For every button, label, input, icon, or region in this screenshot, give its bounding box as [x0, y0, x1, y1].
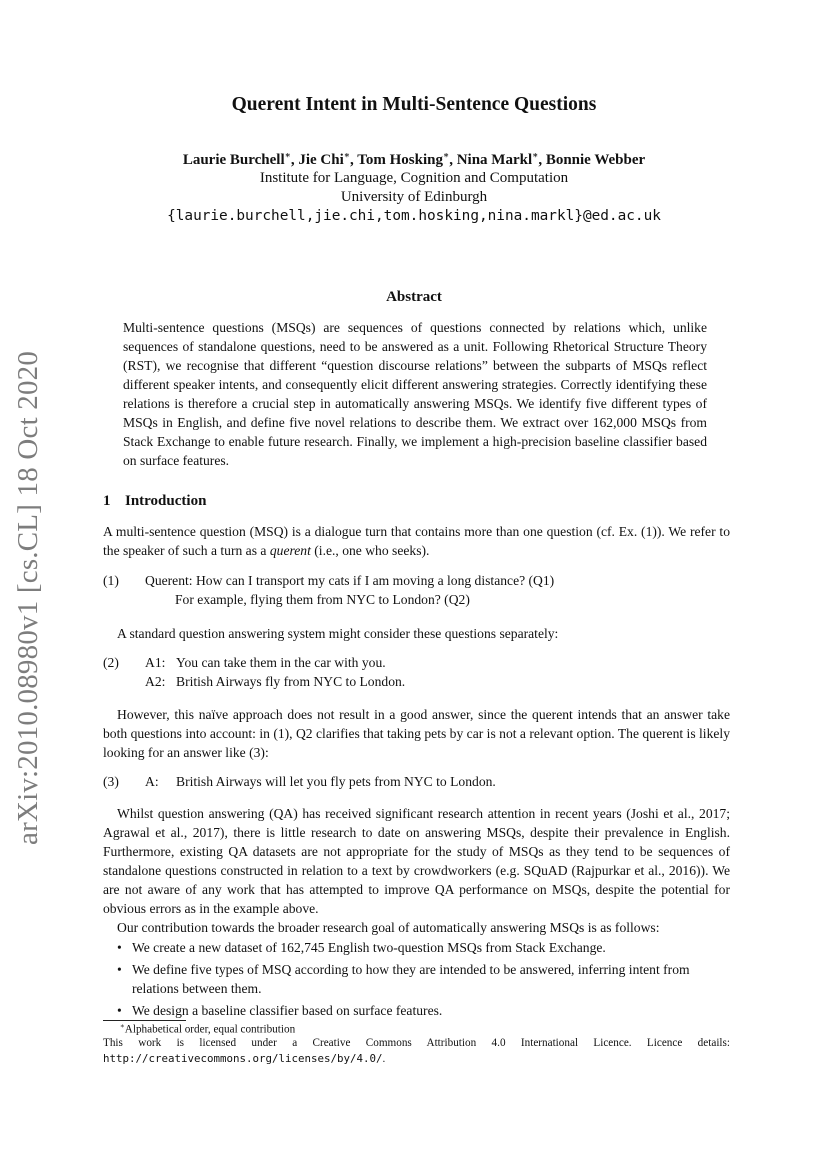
- author-mark: ∗: [284, 150, 291, 160]
- author-name: Laurie Burchell: [182, 152, 285, 168]
- footnote-equal-contribution: [120, 1022, 295, 1036]
- example-number: (3): [103, 774, 119, 789]
- licence-footnote: [103, 1036, 730, 1067]
- answer-label: A2:: [145, 674, 166, 689]
- intro-text: A multi-sentence question (MSQ) is a dialogue turn that contains more than one question (cf. Ex. (1)). We refer to the speaker of such a turn as a: [103, 524, 730, 558]
- example-line: Querent: How can I transport my cats if I am moving a long distance? (Q1): [145, 573, 555, 588]
- author-mark: ∗: [442, 150, 450, 160]
- list-item-text: We design a baseline classifier based on surface features.: [132, 1003, 443, 1018]
- list-item: [117, 1001, 730, 1020]
- section-number: 1: [103, 493, 111, 509]
- author-mark: ∗: [532, 150, 539, 160]
- answer-text: British Airways fly from NYC to London.: [176, 674, 406, 689]
- example-line: For example, flying them from NYC to London? (Q2): [175, 592, 470, 607]
- author-emails: {laurie.burchell,jie.chi,tom.hosking,nina.markl}@ed.ac.uk: [167, 208, 661, 224]
- arxiv-stamp: arXiv:2010.08980v1 [cs.CL] 18 Oct 2020: [12, 350, 44, 845]
- abstract-text: Multi-sentence questions (MSQs) are sequences of questions connected by relations which, unlike sequences of standalone questions, need to be answered as a unit. Following Rhetorical Structure Theory (RST), we recognise that different “question discourse relations” between the subparts of MSQs reflect different speaker intents, and consequently elicit different answering strategies. Correctly identifying these relations is therefore a crucial step in automatically answering MSQs. We identify five different types of MSQs in English, and define five novel relations to describe them. We extract over 162,000 MSQs from Stack Exchange to enable future research. Finally, we implement a high-precision baseline classifier based on surface features.: [123, 320, 707, 468]
- paragraph-however: However, this naïve approach does not result in a good answer, since the querent intends that an answer take both questions into account: in (1), Q2 clarifies that taking pets by car is not a relevant option. The querent is likely looking for an answer like (3):: [103, 707, 730, 760]
- licence-period: .: [382, 1053, 386, 1065]
- contribution-list: [117, 938, 730, 1023]
- example-number: (2): [103, 655, 119, 670]
- paragraph-contribution: Our contribution towards the broader research goal of automatically answering MSQs is as follows:: [117, 920, 660, 935]
- author-mark: ∗: [343, 150, 350, 160]
- abstract-heading: Abstract: [386, 289, 442, 305]
- author-name: Nina Markl: [456, 152, 533, 168]
- example-number: (1): [103, 573, 119, 588]
- footnote-text: Alphabetical order, equal contribution: [124, 1023, 296, 1036]
- answer-text: You can take them in the car with you.: [176, 655, 386, 670]
- section-title: Introduction: [125, 493, 207, 509]
- affiliation-university: University of Edinburgh: [340, 189, 488, 205]
- paragraph-whilst: Whilst question answering (QA) has received significant research attention in recent years (Joshi et al., 2017; Agrawal et al., 2017), there is little research to date on answering MSQs, despite their prevalence in English. Furthermore, existing QA datasets are not appropriate for the study of MSQs as they tend to be sequences of standalone questions constructed in relation to a text by crowdworkers (e.g. SQuAD (Rajpurkar et al., 2016)). We are not aware of any work that has attempted to improve QA performance on MSQs, despite the potential for obvious errors as in the example above.: [103, 806, 730, 916]
- list-item-text: We create a new dataset of 162,745 English two-question MSQs from Stack Exchange.: [132, 940, 606, 955]
- footnote-mark: ∗: [120, 1022, 125, 1030]
- affiliation-institute: Institute for Language, Cognition and Computation: [259, 170, 569, 186]
- licence-text: This work is licensed under a Creative Commons Attribution 4.0 International Licence. Licence details:: [103, 1037, 730, 1049]
- author-list: Laurie Burchell∗, Jie Chi∗, Tom Hosking∗, Nina Markl∗, Bonnie Webber: [182, 150, 646, 168]
- author-name: Bonnie Webber: [545, 152, 646, 168]
- answer-label: A:: [145, 774, 159, 789]
- answer-label: A1:: [145, 655, 166, 670]
- paragraph-standard: A standard question answering system might consider these questions separately:: [117, 626, 559, 641]
- author-name: Tom Hosking: [357, 152, 443, 168]
- intro-text-end: (i.e., one who seeks).: [310, 543, 430, 558]
- bullet-icon: •: [117, 962, 122, 977]
- answer-text: British Airways will let you fly pets from NYC to London.: [176, 774, 496, 789]
- list-item-text: We define five types of MSQ according to how they are intended to be answered, inferring intent from relations between them.: [132, 962, 690, 996]
- list-item: [117, 960, 730, 998]
- paper-title: Querent Intent in Multi-Sentence Questions: [231, 94, 597, 115]
- footnote-rule: [103, 1020, 186, 1021]
- intro-paragraph: [103, 522, 730, 560]
- querent-term: querent: [269, 543, 311, 558]
- list-item: [117, 938, 730, 957]
- bullet-icon: •: [117, 940, 122, 955]
- author-name: Jie Chi: [298, 152, 344, 168]
- section-heading: [103, 493, 206, 510]
- bullet-icon: •: [117, 1003, 122, 1018]
- licence-link[interactable]: http://creativecommons.org/licenses/by/4.0/: [103, 1052, 383, 1065]
